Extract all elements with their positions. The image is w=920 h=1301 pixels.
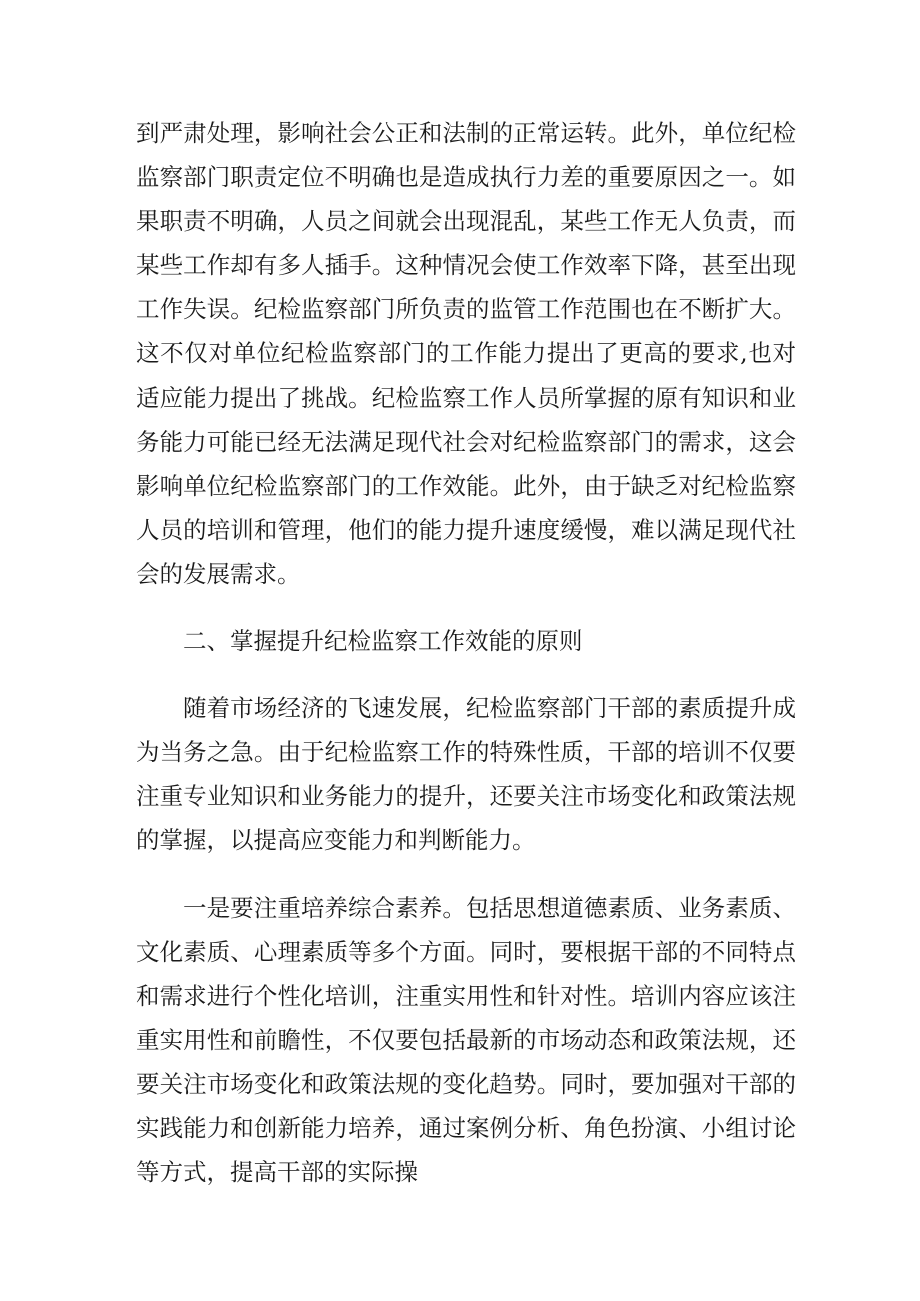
- paragraph-principles-intro: 随着市场经济的飞速发展，纪检监察部门干部的素质提升成为当务之急。由于纪检监察工作的特殊性质，干部的培训不仅要注重专业知识和业务能力的提升，还要关注市场变化和政策法规的掌握，以提高应变能力和判断能力。: [136, 694, 796, 855]
- section-heading: 二、掌握提升纪检监察工作效能的原则: [183, 627, 583, 656]
- paragraph-continuation: 到严肃处理，影响社会公正和法制的正常运转。此外，单位纪检监察部门职责定位不明确也是造成执行力差的重要原因之一。如果职责不明确，人员之间就会出现混乱，某些工作无人负责，而某些工作却有多人插手。这种情况会使工作效率下降，甚至出现工作失误。纪检监察部门所负责的监管工作范围也在不断扩大。这不仅对单位纪检监察部门的工作能力提出了更高的要求,也对适应能力提出了挑战。纪检监察工作人员所掌握的原有知识和业务能力可能已经无法满足现代社会对纪检监察部门的需求，这会影响单位纪检监察部门的工作效能。此外，由于缺乏对纪检监察人员的培训和管理，他们的能力提升速度缓慢，难以满足现代社会的发展需求。: [136, 119, 796, 588]
- document-body: [136, 111, 796, 1194]
- paragraph-comprehensive-literacy: 一是要注重培养综合素养。包括思想道德素质、业务素质、文化素质、心理素质等多个方面。同时，要根据干部的不同特点和需求进行个性化培训，注重实用性和针对性。培训内容应该注重实用性和前瞻性，不仅要包括最新的市场动态和政策法规，还要关注市场变化和政策法规的变化趋势。同时，要加强对干部的实践能力和创新能力培养，通过案例分析、角色扮演、小组讨论等方式，提高干部的实际操: [136, 893, 796, 1187]
